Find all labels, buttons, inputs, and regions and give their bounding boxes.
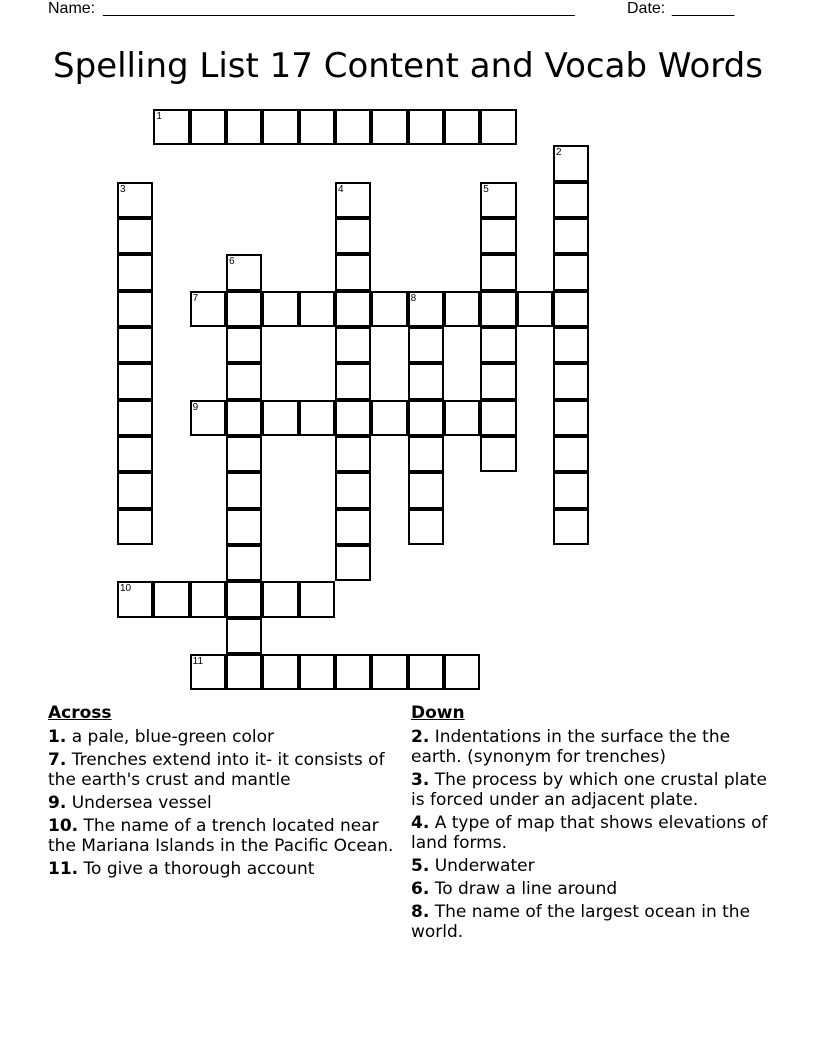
grid-cell[interactable] — [335, 109, 371, 145]
grid-cell[interactable] — [408, 327, 444, 363]
grid-cell[interactable] — [335, 327, 371, 363]
down-clue — [411, 902, 776, 942]
clue-number: 5 — [483, 183, 489, 195]
grid-cell[interactable] — [408, 472, 444, 508]
clue-number: 11 — [192, 655, 204, 667]
across-clue — [48, 727, 398, 747]
across-clue — [48, 816, 398, 856]
clue-number-label: 11. — [48, 859, 79, 879]
grid-cell[interactable] — [299, 291, 335, 327]
across-clue-list — [48, 727, 398, 879]
grid-cell[interactable] — [299, 109, 335, 145]
down-clue — [411, 770, 776, 810]
grid-cell[interactable] — [226, 509, 262, 545]
grid-cell[interactable] — [480, 291, 516, 327]
grid-cell[interactable] — [117, 400, 153, 436]
clue-number-label: 7. — [48, 750, 67, 770]
grid-cell[interactable] — [553, 291, 589, 327]
grid-cell[interactable] — [444, 109, 480, 145]
grid-cell[interactable] — [226, 400, 262, 436]
clue-text: The name of the largest ocean in the world. — [411, 902, 751, 942]
grid-cell[interactable] — [262, 291, 298, 327]
clue-number-label: 10. — [48, 816, 79, 836]
grid-cell[interactable] — [335, 472, 371, 508]
clue-text: A type of map that shows elevations of land forms. — [411, 813, 768, 853]
clue-number: 3 — [120, 183, 126, 195]
grid-cell[interactable] — [371, 400, 407, 436]
grid-cell[interactable] — [117, 218, 153, 254]
clue-number: 2 — [555, 147, 562, 159]
grid-cell[interactable] — [371, 109, 407, 145]
grid-cell[interactable] — [553, 182, 589, 218]
clue-number-label: 4. — [411, 813, 430, 833]
down-clue — [411, 813, 776, 853]
grid-cell[interactable] — [553, 327, 589, 363]
date-label: Date: — [627, 0, 666, 17]
grid-cell[interactable] — [262, 581, 298, 617]
grid-cell[interactable] — [226, 581, 262, 617]
grid-cell[interactable] — [480, 327, 516, 363]
clue-text: The process by which one crustal plate is forced under an adjacent plate. — [411, 770, 767, 810]
down-clue — [411, 856, 776, 876]
grid-cell[interactable] — [190, 654, 226, 690]
grid-cell[interactable] — [117, 472, 153, 508]
grid-cell[interactable] — [553, 254, 589, 290]
clue-number-label: 6. — [411, 879, 430, 899]
grid-cell[interactable] — [480, 363, 516, 399]
grid-cell[interactable] — [226, 363, 262, 399]
grid-cell[interactable] — [190, 581, 226, 617]
clue-text: Undersea vessel — [66, 793, 212, 813]
grid-cell[interactable] — [335, 218, 371, 254]
clue-text: a pale, blue-green color — [66, 727, 274, 747]
grid-cell[interactable] — [117, 363, 153, 399]
clue-text: Underwater — [429, 856, 535, 876]
grid-cell[interactable] — [480, 436, 516, 472]
grid-cell[interactable] — [226, 291, 262, 327]
clue-number-label: 2. — [411, 727, 430, 747]
clue-number-label: 8. — [411, 902, 430, 922]
clue-number-label: 9. — [48, 793, 67, 813]
grid-cell[interactable] — [226, 327, 262, 363]
grid-cell[interactable] — [190, 291, 226, 327]
grid-cell[interactable] — [517, 291, 553, 327]
grid-cell[interactable] — [480, 109, 516, 145]
clue-number-label: 3. — [411, 770, 430, 790]
grid-cell[interactable] — [335, 509, 371, 545]
clue-number: 9 — [192, 401, 199, 413]
grid-cell[interactable] — [408, 363, 444, 399]
grid-cell[interactable] — [371, 291, 407, 327]
grid-cell[interactable] — [480, 400, 516, 436]
clue-number: 10 — [120, 583, 132, 595]
grid-cell[interactable] — [117, 509, 153, 545]
grid-cell[interactable] — [190, 400, 226, 436]
grid-cell[interactable] — [262, 400, 298, 436]
clue-number: 8 — [410, 292, 417, 304]
name-label: Name: — [48, 0, 96, 17]
grid-cell[interactable] — [117, 436, 153, 472]
grid-cell[interactable] — [480, 254, 516, 290]
grid-cell[interactable] — [408, 400, 444, 436]
down-clue — [411, 879, 776, 899]
grid-cell[interactable] — [553, 472, 589, 508]
grid-cell[interactable] — [226, 436, 262, 472]
grid-cell[interactable] — [299, 581, 335, 617]
grid-cell[interactable] — [226, 254, 262, 290]
grid-cell[interactable] — [553, 145, 589, 181]
grid-cell[interactable] — [335, 654, 371, 690]
grid-cell[interactable] — [335, 363, 371, 399]
grid-cell[interactable] — [444, 400, 480, 436]
clue-number: 4 — [337, 183, 344, 195]
clue-text: To give a thorough account — [78, 859, 315, 879]
grid-cell[interactable] — [262, 654, 298, 690]
clue-text: Indentations in the surface the the earth. (synonym for trenches) — [411, 727, 731, 767]
clue-text: Trenches extend into it- it consists of the earth's crust and mantle — [48, 750, 385, 790]
clue-number-label: 5. — [411, 856, 430, 876]
grid-cell[interactable] — [553, 509, 589, 545]
grid-cell[interactable] — [226, 545, 262, 581]
grid-cell[interactable] — [153, 109, 189, 145]
clue-number: 1 — [156, 111, 162, 122]
across-clue — [48, 859, 398, 879]
down-clues — [411, 703, 776, 945]
grid-cell[interactable] — [480, 218, 516, 254]
grid-cell[interactable] — [553, 218, 589, 254]
down-heading: Down — [411, 703, 465, 723]
grid-cell[interactable] — [408, 109, 444, 145]
grid-cell[interactable] — [553, 400, 589, 436]
grid-cell[interactable] — [408, 291, 444, 327]
grid-cell[interactable] — [226, 109, 262, 145]
grid-cell[interactable] — [335, 400, 371, 436]
grid-cell[interactable] — [153, 581, 189, 617]
grid-cell[interactable] — [444, 291, 480, 327]
grid-cell[interactable] — [262, 109, 298, 145]
grid-cell[interactable] — [553, 436, 589, 472]
grid-cell[interactable] — [117, 182, 153, 218]
grid-cell[interactable] — [299, 400, 335, 436]
grid-cell[interactable] — [117, 581, 153, 617]
grid-cell[interactable] — [226, 472, 262, 508]
grid-cell[interactable] — [371, 654, 407, 690]
grid-cell[interactable] — [226, 618, 262, 654]
across-heading: Across — [48, 703, 112, 723]
clue-number: 7 — [192, 292, 199, 304]
across-clue — [48, 793, 398, 813]
date-line[interactable]: _______ — [672, 0, 735, 17]
grid-cell[interactable] — [117, 291, 153, 327]
grid-cell[interactable] — [480, 182, 516, 218]
grid-cell[interactable] — [226, 654, 262, 690]
grid-cell[interactable] — [299, 654, 335, 690]
grid-cell[interactable] — [335, 254, 371, 290]
grid-cell[interactable] — [553, 363, 589, 399]
across-clue — [48, 750, 398, 790]
name-line[interactable]: _____________________________________________________ — [103, 0, 575, 17]
grid-cell[interactable] — [335, 182, 371, 218]
page-title: Spelling List 17 Content and Vocab Words — [53, 46, 763, 86]
clue-text: To draw a line around — [429, 879, 618, 899]
down-clue — [411, 727, 776, 767]
grid-cell[interactable] — [408, 509, 444, 545]
grid-cell[interactable] — [408, 436, 444, 472]
clue-text: The name of a trench located near the Mariana Islands in the Pacific Ocean. — [48, 816, 394, 856]
grid-cell[interactable] — [117, 327, 153, 363]
clue-number: 6 — [228, 256, 235, 268]
grid-cell[interactable] — [335, 545, 371, 581]
clue-number-label: 1. — [48, 727, 67, 747]
grid-cell[interactable] — [335, 436, 371, 472]
grid-cell[interactable] — [444, 654, 480, 690]
grid-cell[interactable] — [335, 291, 371, 327]
grid-cell[interactable] — [408, 654, 444, 690]
grid-cell[interactable] — [190, 109, 226, 145]
across-clues — [48, 703, 398, 882]
grid-cell[interactable] — [117, 254, 153, 290]
down-clue-list — [411, 727, 776, 942]
